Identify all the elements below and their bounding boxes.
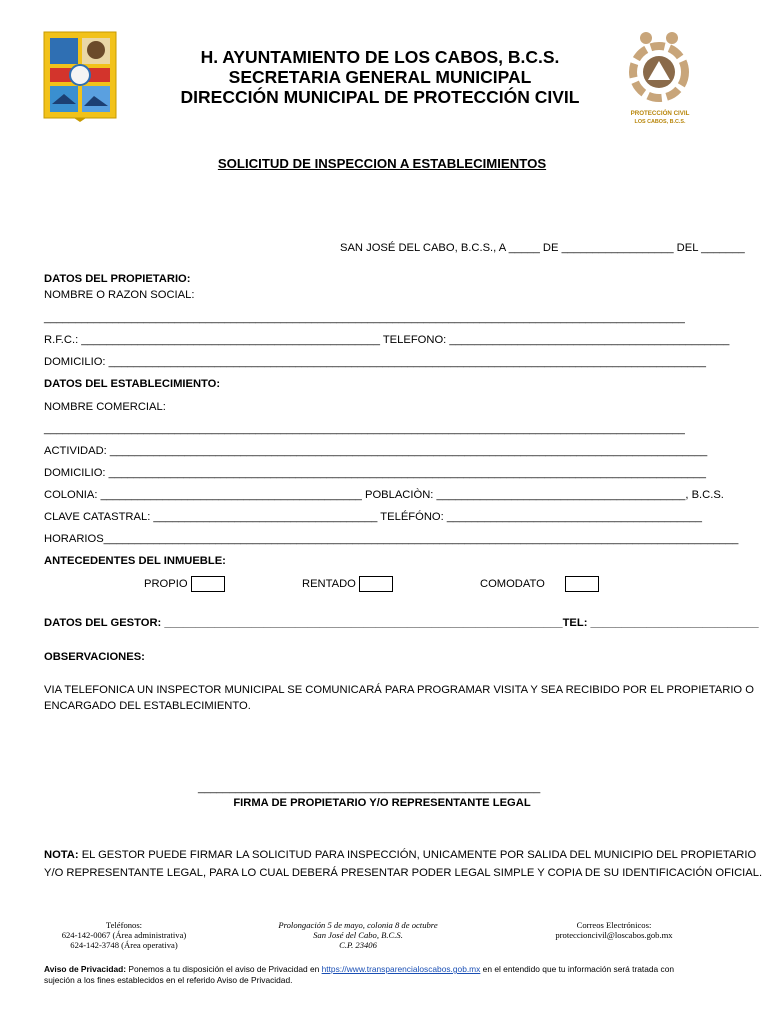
footer-address-city: San José del Cabo, B.C.S. (313, 930, 403, 940)
option-comodato (480, 576, 599, 592)
footer-phones-heading: Teléfonos: (105, 920, 143, 930)
footer-phones (44, 920, 204, 950)
signature-label: FIRMA DE PROPIETARIO Y/O REPRESENTANTE LEGAL (233, 797, 531, 809)
footer-email-address: proteccioncivil@loscabos.gob.mx (555, 930, 673, 940)
establishment-address-line: DOMICILIO: ________________________________________________________________________________________________ (44, 467, 706, 479)
owner-rfc-phone-line: R.F.C.: ________________________________________________ TELEFONO: _____________________________________________ (44, 334, 730, 346)
establishment-colonia-line: COLONIA: __________________________________________ POBLACIÒN: ________________________________________, B.C.S. (44, 489, 724, 501)
nota-line-1 (44, 849, 756, 861)
footer-phone-admin: 624-142-0067 (Área administrativa) (61, 930, 187, 940)
antecedentes-heading: ANTECEDENTES DEL INMUEBLE: (44, 555, 226, 567)
establishment-heading: DATOS DEL ESTABLECIMIENTO: (44, 378, 221, 390)
observaciones-heading: OBSERVACIONES: (44, 651, 145, 663)
privacy-notice-line-1 (44, 964, 724, 975)
signature-line: _______________________________________________________ (198, 782, 541, 794)
rentado-checkbox[interactable] (359, 576, 393, 592)
logo-caption-2: LOS CABOS, B.C.S. (634, 119, 686, 125)
establishment-horarios-line: HORARIOS______________________________________________________________________________________________________ (44, 533, 739, 545)
document-title (150, 156, 614, 171)
observaciones-text-1: VIA TELEFONICA UN INSPECTOR MUNICIPAL SE COMUNICARÁ PARA PROGRAMAR VISITA Y SEA RECIBIDO POR EL PROPIETARIO O (44, 684, 754, 696)
municipal-coat-of-arms-logo (44, 32, 116, 122)
nota-label: NOTA: (44, 849, 79, 861)
document-title-text: SOLICITUD DE INSPECCION A ESTABLECIMIENTOS (217, 156, 547, 171)
privacy-notice-line-2: sujeción a los fines establecidos en el referido Aviso de Privacidad. (44, 974, 293, 985)
nota-text-2: Y/O REPRESENTANTE LEGAL, PARA LO CUAL DEBERÁ PRESENTAR PODER LEGAL SIMPLE Y COPIA DE SU IDENTIFICACIÓN OFICIAL. (44, 867, 763, 879)
footer-phone-operativa: 624-142-3748 (Área operativa) (70, 940, 178, 950)
option-rentado (302, 576, 393, 592)
establishment-name-label: NOMBRE COMERCIAL: (44, 401, 166, 413)
footer-address-cp: C.P. 23406 (339, 940, 377, 950)
owner-address-line: DOMICILIO: ________________________________________________________________________________________________ (44, 356, 706, 368)
option-comodato-label: COMODATO (480, 577, 545, 590)
comodato-checkbox[interactable] (565, 576, 599, 592)
owner-name-label: NOMBRE O RAZON SOCIAL: (44, 289, 195, 301)
proteccion-civil-logo (628, 26, 690, 108)
gestor-text: DATOS DEL GESTOR: ________________________________________________________________TEL: ___________________________ (44, 617, 759, 629)
footer-emails-heading: Correos Electrónicos: (576, 920, 652, 930)
header-title-1: H. AYUNTAMIENTO DE LOS CABOS, B.C.S. (200, 47, 560, 67)
owner-heading: DATOS DEL PROPIETARIO: (44, 273, 191, 285)
footer-address-street: Prolongación 5 de mayo, colonia 8 de octubre (278, 920, 438, 930)
establishment-name-line: _______________________________________________________________________________________________________ (44, 423, 685, 435)
establishment-clave-line: CLAVE CATASTRAL: ____________________________________ TELÉFÓNO: _________________________________________ (44, 511, 702, 523)
header-title-3: DIRECCIÓN MUNICIPAL DE PROTECCIÓN CIVIL (180, 87, 580, 107)
date-line: SAN JOSÉ DEL CABO, B.C.S., A _____ DE __________________ DEL _______ (340, 242, 745, 254)
header-title-2: SECRETARIA GENERAL MUNICIPAL (228, 67, 532, 87)
privacy-notice (44, 964, 724, 985)
privacy-notice-label: Aviso de Privacidad: (44, 964, 127, 974)
observaciones-text-2: ENCARGADO DEL ESTABLECIMIENTO. (44, 700, 251, 712)
nota-text-1: EL GESTOR PUEDE FIRMAR LA SOLICITUD PARA INSPECCIÓN, UNICAMENTE POR SALIDA DEL MUNICIPIO DEL PROPIETARIO (78, 849, 757, 861)
option-propio (144, 576, 225, 592)
privacy-notice-text-1: Ponemos a tu disposición el aviso de Privacidad en (126, 964, 322, 974)
footer-emails (534, 920, 694, 940)
privacy-notice-text-2: en el entendido que tu información será tratada con (480, 964, 675, 974)
gestor-line (44, 617, 759, 629)
option-propio-label: PROPIO (144, 577, 188, 590)
logo-caption-1: PROTECCIÓN CIVIL (630, 110, 690, 117)
footer-address (262, 920, 454, 950)
establishment-activity-line: ACTIVIDAD: ________________________________________________________________________________________________ (44, 445, 708, 457)
owner-name-line: _______________________________________________________________________________________________________ (44, 312, 685, 324)
propio-checkbox[interactable] (191, 576, 225, 592)
option-rentado-label: RENTADO (302, 577, 356, 590)
transparency-link[interactable]: https://www.transparencialoscabos.gob.mx (321, 964, 481, 974)
